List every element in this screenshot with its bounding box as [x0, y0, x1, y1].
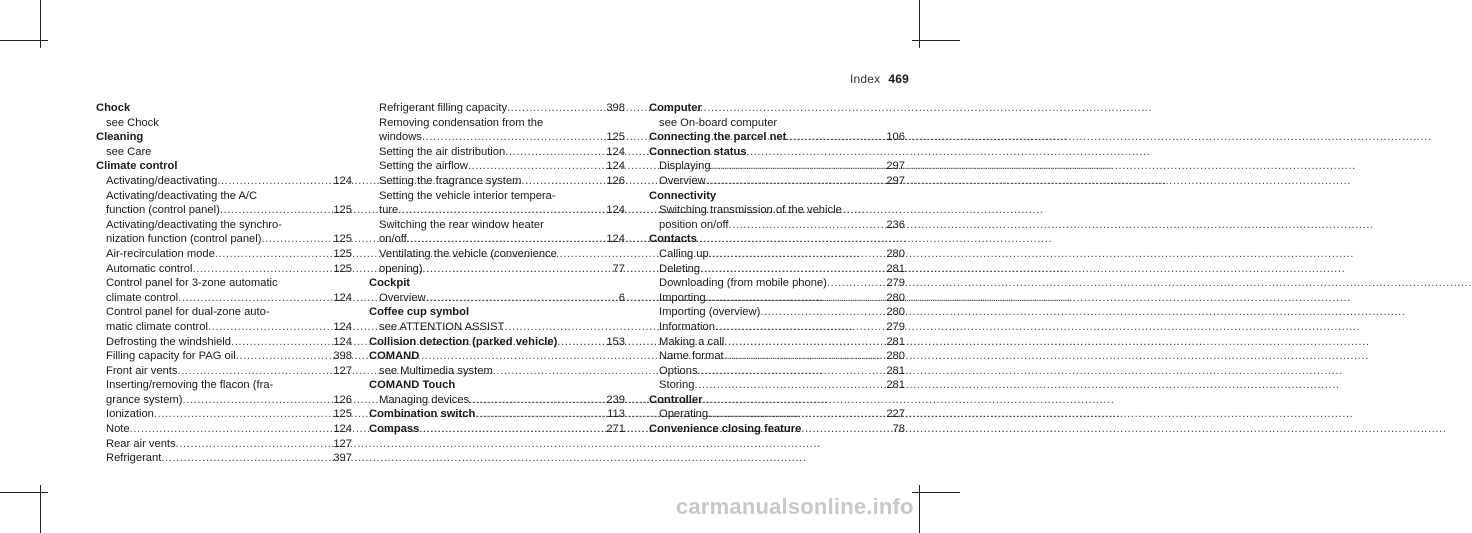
leader-dots	[728, 218, 883, 233]
index-heading: COMAND Touch	[369, 379, 456, 392]
entry-text: Connecting the parcel net	[649, 131, 787, 144]
index-subentry	[96, 451, 352, 466]
index-subentry	[369, 145, 625, 160]
page-reference[interactable]: 227	[886, 408, 905, 421]
index-subentry-text: Switching transmission of the vehicle	[659, 204, 842, 217]
entry-text: Options	[659, 364, 698, 377]
page-reference[interactable]: 297	[886, 160, 905, 173]
index-column-3	[649, 101, 905, 437]
page-reference[interactable]: 125	[333, 408, 352, 421]
index-heading: Contacts	[649, 233, 697, 246]
index-subentry-text: Control panel for dual-zone auto-	[106, 306, 270, 319]
leader-dots	[708, 407, 883, 422]
index-heading: Chock	[96, 102, 131, 114]
page-reference[interactable]: 113	[607, 408, 625, 421]
leader-dots	[475, 407, 604, 422]
entry-text: function (control panel)	[106, 204, 220, 217]
entry-text: matic climate control	[106, 320, 208, 333]
leader-dots	[706, 174, 884, 189]
page-number: 469	[888, 72, 909, 86]
page-reference[interactable]: 397	[333, 452, 352, 465]
index-subentry-text: Control panel for 3-zone automatic	[106, 277, 278, 290]
index-subentry	[649, 218, 905, 233]
page-reference[interactable]: 124	[606, 145, 625, 158]
page-reference[interactable]: 78	[892, 423, 905, 436]
entry-text: Overview	[379, 291, 426, 304]
page-reference[interactable]: 125	[333, 262, 352, 275]
index-subentry-text: see On-board computer	[659, 116, 778, 129]
index-subentry	[369, 174, 625, 189]
entry-text: Making a call	[659, 335, 725, 348]
index-subentry	[369, 291, 625, 306]
leader-dots	[208, 320, 330, 335]
entry-text: Convenience closing feature	[649, 423, 802, 436]
index-subentry	[369, 101, 625, 116]
entry-text: Refrigerant filling capacity	[379, 102, 508, 114]
page-reference[interactable]: 297	[886, 174, 905, 187]
entry-text: climate control	[106, 291, 179, 304]
leader-dots	[178, 364, 331, 379]
leader-dots	[419, 422, 603, 437]
entry-text: grance system)	[106, 393, 183, 406]
leader-dots	[557, 335, 603, 350]
index-subentry	[96, 335, 352, 350]
index-heading: Controller	[649, 393, 703, 406]
index-subentry-text: Activating/deactivating the A/C	[106, 189, 258, 202]
leader-dots	[217, 174, 330, 189]
page-reference[interactable]: 126	[606, 174, 625, 187]
leader-dots	[694, 378, 883, 393]
index-heading: Connectivity	[649, 189, 717, 202]
watermark: carmanualsonline.info	[676, 494, 914, 519]
index-subentry	[96, 262, 352, 277]
page-reference[interactable]: 279	[886, 277, 905, 290]
entry-text: Deleting	[659, 262, 701, 275]
index-heading: COMAND	[369, 350, 420, 363]
index-subentry	[96, 203, 352, 218]
entry-text: Importing (overview)	[659, 306, 761, 319]
crop-mark-bottom-left-h	[0, 492, 48, 493]
page-reference[interactable]: 124	[606, 160, 625, 173]
entry-text: Combination switch	[369, 408, 476, 421]
index-subentry	[649, 291, 905, 306]
leader-dots	[786, 130, 883, 145]
page-reference[interactable]: 279	[886, 320, 905, 333]
crop-mark-top-right-h	[912, 40, 960, 41]
leader-dots	[176, 437, 331, 452]
leader-dots	[521, 174, 603, 189]
leader-dots	[709, 247, 884, 262]
entry-text: Ionization	[106, 408, 154, 421]
leader-dots	[423, 262, 610, 277]
index-heading: Connection status	[649, 145, 747, 158]
index-heading: Cleaning	[96, 131, 144, 144]
page-reference[interactable]: 125	[333, 204, 352, 217]
leader-dots	[505, 145, 603, 160]
page-reference[interactable]: 124	[333, 291, 352, 304]
index-subentry	[369, 203, 625, 218]
entry-text: Filling capacity for PAG oil	[106, 350, 236, 363]
leader-dots	[161, 451, 330, 466]
entry-text: on/off	[379, 233, 407, 246]
index-subentry	[649, 378, 905, 393]
leader-dots	[469, 393, 603, 408]
index-subentry	[96, 437, 352, 452]
leader-dots	[407, 232, 604, 247]
index-subentry	[96, 422, 352, 437]
entry-text: Downloading (from mobile phone)	[659, 277, 827, 290]
index-subentry	[96, 174, 352, 189]
entry-text: opening)	[379, 262, 423, 275]
index-heading-entry	[369, 422, 625, 437]
page-header	[850, 72, 909, 87]
page-reference[interactable]: 124	[333, 320, 352, 333]
index-subentry	[369, 159, 625, 174]
leader-dots	[261, 232, 330, 247]
crop-mark-bottom-right-h	[912, 492, 960, 493]
leader-dots	[182, 393, 330, 408]
entry-text: Displaying	[659, 160, 711, 173]
leader-dots	[178, 291, 330, 306]
leader-dots	[700, 262, 883, 277]
page-reference[interactable]: 281	[886, 379, 905, 392]
index-subentry	[649, 174, 905, 189]
index-heading-entry	[649, 422, 905, 437]
leader-dots	[698, 364, 884, 379]
entry-text: Collision detection (parked vehicle)	[369, 335, 558, 348]
leader-dots	[724, 335, 883, 350]
page-reference[interactable]: 236	[886, 218, 905, 231]
leader-dots	[706, 291, 884, 306]
leader-dots	[760, 305, 883, 320]
page-reference[interactable]: 281	[886, 335, 905, 348]
index-subentry-text: Inserting/removing the flacon (fra-	[106, 379, 274, 392]
entry-text: Note	[106, 423, 130, 436]
leader-dots	[715, 320, 883, 335]
index-subentry-text: see ATTENTION ASSIST	[379, 320, 505, 333]
page-reference[interactable]: 124	[606, 233, 625, 246]
index-heading-entry	[369, 335, 625, 350]
index-subentry	[96, 407, 352, 422]
entry-text: Information	[659, 320, 715, 333]
index-subentry	[96, 320, 352, 335]
leader-dots	[827, 276, 883, 291]
entry-text: Defrosting the windshield	[106, 335, 231, 348]
leader-dots	[192, 262, 330, 277]
index-subentry	[649, 159, 905, 174]
page-reference[interactable]: 239	[606, 393, 625, 406]
page-reference[interactable]: 124	[333, 335, 352, 348]
page-reference[interactable]: 271	[606, 423, 625, 436]
page-reference[interactable]: 124	[333, 423, 352, 436]
leader-dots	[154, 407, 330, 422]
index-subentry-text: see Chock	[106, 116, 159, 129]
page-reference[interactable]: 125	[333, 247, 352, 260]
index-column-1	[96, 101, 352, 466]
leader-dots	[468, 159, 603, 174]
page-reference[interactable]: 281	[886, 262, 905, 275]
page-reference[interactable]: 77	[612, 262, 625, 275]
leader-dots	[507, 101, 603, 116]
crop-mark-top-left-h	[0, 40, 48, 41]
leader-dots	[215, 247, 331, 262]
leader-dots	[130, 422, 331, 437]
leader-dots	[236, 349, 331, 364]
index-subentry	[96, 291, 352, 306]
index-heading-entry	[649, 130, 905, 145]
leader-dots	[231, 335, 330, 350]
index-subentry	[369, 232, 625, 247]
entry-text: Automatic control	[106, 262, 193, 275]
index-heading: Computer	[649, 102, 702, 114]
leader-dots	[426, 291, 616, 306]
entry-text: ture	[379, 204, 399, 217]
page-reference[interactable]: 125	[606, 131, 625, 144]
index-subentry-text: Ventilating the vehicle (convenience	[379, 247, 557, 260]
leader-dots	[711, 159, 884, 174]
page-reference[interactable]: 126	[333, 393, 352, 406]
page-reference[interactable]: 6	[618, 291, 625, 304]
entry-text: nization function (control panel)	[106, 233, 262, 246]
entry-text: Front air vents	[106, 364, 178, 377]
index-subentry	[96, 393, 352, 408]
page-reference[interactable]: 398	[333, 350, 352, 363]
index-subentry	[369, 262, 625, 277]
entry-text: Storing	[659, 379, 695, 392]
entry-text: Importing	[659, 291, 706, 304]
index-subentry	[369, 393, 625, 408]
entry-text: Rear air vents	[106, 437, 176, 450]
page-reference[interactable]: 127	[333, 364, 352, 377]
page-reference[interactable]: 398	[606, 102, 625, 114]
page-reference[interactable]: 124	[606, 204, 625, 217]
entry-text: Activating/deactivating	[106, 174, 218, 187]
leader-dots	[220, 203, 331, 218]
header-label: Index	[850, 72, 881, 86]
index-subentry	[649, 407, 905, 422]
leader-dots	[724, 349, 884, 364]
entry-text: Compass	[369, 423, 420, 436]
page-reference[interactable]: 127	[333, 437, 352, 450]
leader-dots	[422, 130, 603, 145]
entry-text: Air-recirculation mode	[106, 247, 215, 260]
entry-text: Setting the airflow	[379, 160, 468, 173]
index-subentry	[96, 364, 352, 379]
entry-text: position on/off	[659, 218, 729, 231]
page-reference[interactable]: 124	[333, 174, 352, 187]
index-subentry-text: Switching the rear window heater	[379, 218, 544, 231]
page-reference[interactable]: 153	[606, 335, 625, 348]
index-subentry	[649, 335, 905, 350]
index-subentry-text: Activating/deactivating the synchro-	[106, 218, 282, 231]
page-reference[interactable]: 280	[886, 350, 905, 363]
index-subentry	[369, 130, 625, 145]
index-column-2	[369, 101, 625, 437]
index-subentry	[649, 276, 905, 291]
index-subentry-text: see Multimedia system	[379, 364, 493, 377]
index-subentry	[96, 232, 352, 247]
index-heading: Climate control	[96, 160, 178, 173]
page-reference[interactable]: 106	[886, 131, 905, 144]
index-subentry	[649, 364, 905, 379]
page-reference[interactable]: 281	[886, 364, 905, 377]
entry-text: Refrigerant	[106, 452, 162, 465]
entry-text: Setting the fragrance system	[379, 174, 522, 187]
entry-text: Name format	[659, 350, 724, 363]
index-subentry	[649, 320, 905, 335]
page-reference[interactable]: 125	[333, 233, 352, 246]
page-reference[interactable]: 280	[886, 306, 905, 319]
entry-text: Calling up	[659, 247, 709, 260]
index-subentry-text: see Care	[106, 145, 152, 158]
entry-text: Managing devices	[379, 393, 470, 406]
leader-dots	[801, 422, 889, 437]
index-subentry	[96, 247, 352, 262]
index-subentry	[649, 247, 905, 262]
page-reference[interactable]: 280	[886, 291, 905, 304]
index-heading-entry	[369, 407, 625, 422]
index-heading: Coffee cup symbol	[369, 306, 470, 319]
index-subentry-text: Setting the vehicle interior tempera-	[379, 189, 556, 202]
entry-text: Operating	[659, 408, 709, 421]
entry-text: Overview	[659, 174, 706, 187]
entry-text: windows	[379, 131, 422, 144]
index-heading: Cockpit	[369, 277, 411, 290]
index-subentry	[649, 349, 905, 364]
leader-dots	[398, 203, 603, 218]
index-subentry-text: Removing condensation from the	[379, 116, 544, 129]
index-subentry	[96, 349, 352, 364]
index-subentry	[649, 262, 905, 277]
entry-text: Setting the air distribution	[379, 145, 506, 158]
page-reference[interactable]: 280	[886, 247, 905, 260]
index-subentry	[649, 305, 905, 320]
